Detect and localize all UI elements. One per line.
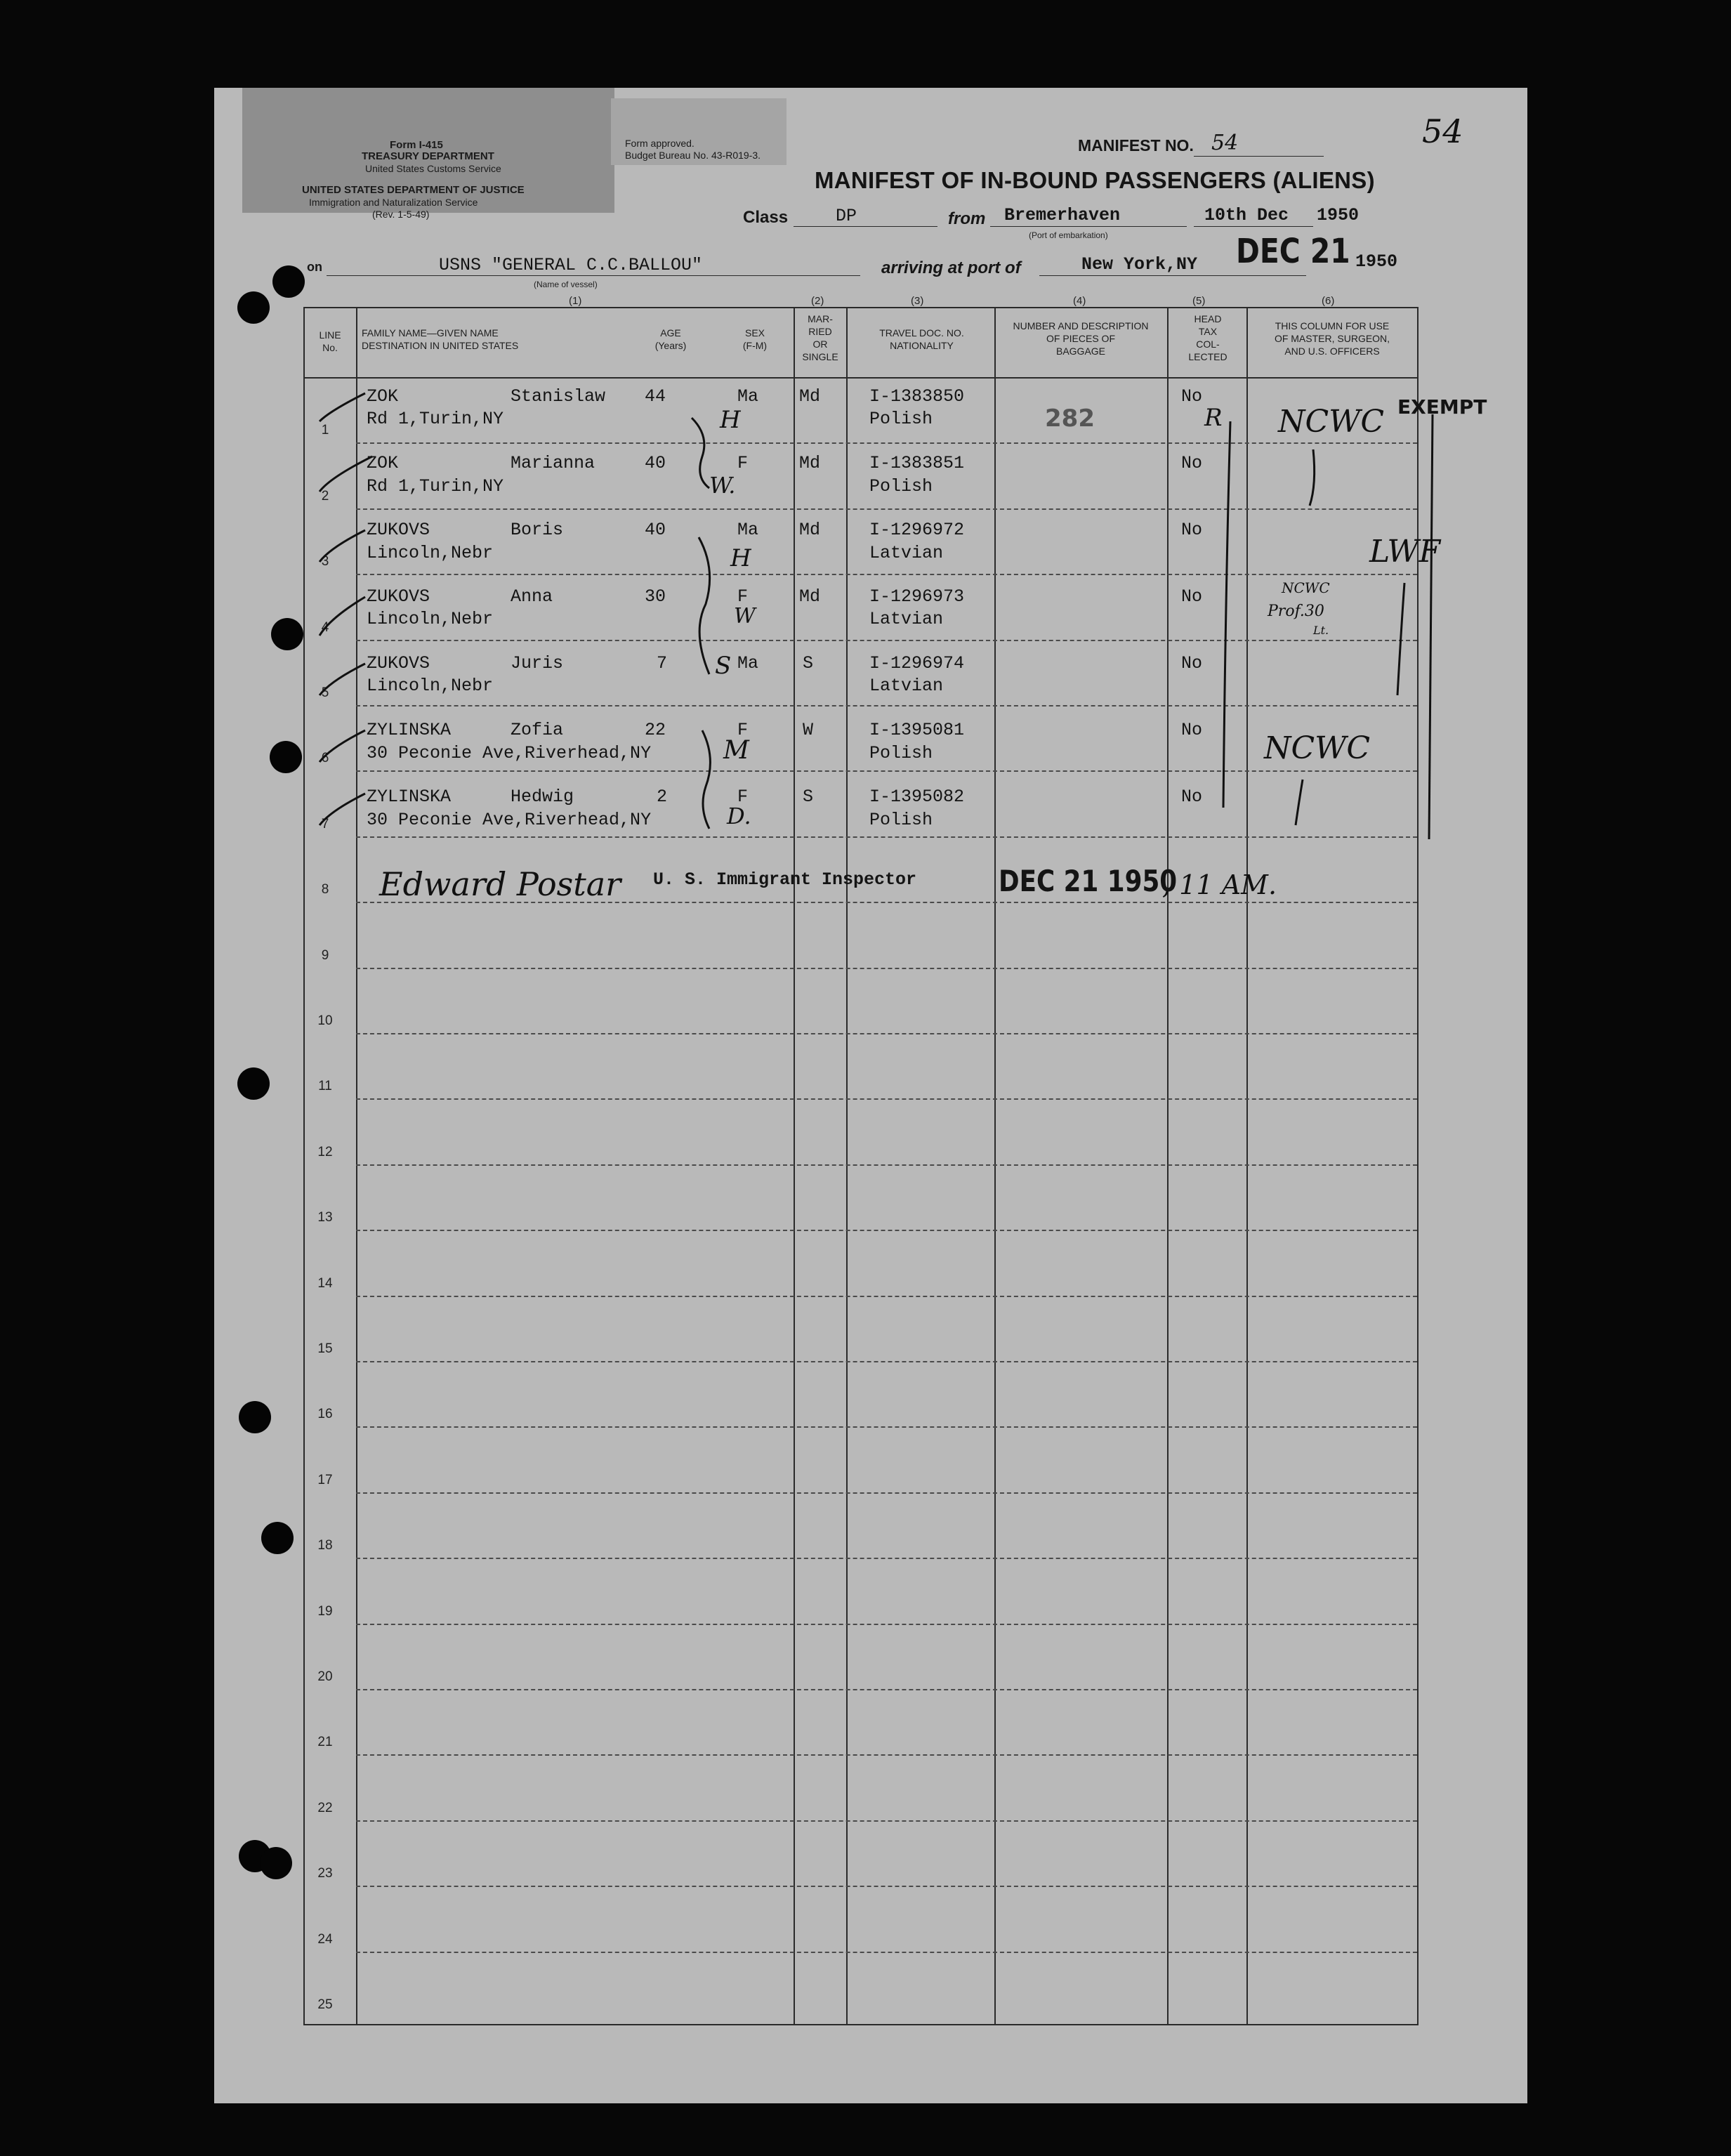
lwf-annotation: LWF	[1369, 534, 1441, 570]
age: 7	[657, 653, 668, 673]
sex: Ma	[737, 653, 759, 673]
ncwc-annotation: NCWC	[1278, 404, 1385, 440]
ditto-line	[1296, 780, 1303, 825]
travel-doc-no: I-1296973	[869, 586, 965, 607]
family-name: ZUKOVS	[367, 586, 430, 607]
sex-annotation: D.	[727, 803, 751, 829]
exempt-stamp: EXEMPT	[1397, 395, 1487, 419]
nationality: Latvian	[869, 676, 944, 696]
line-number: 13	[317, 1210, 333, 1225]
marital-status: S	[803, 787, 814, 807]
line-number: 25	[317, 1997, 333, 2012]
line-number: 10	[317, 1013, 333, 1028]
vessel-name: USNS "GENERAL C.C.BALLOU"	[439, 255, 703, 275]
head-tax: No	[1181, 787, 1203, 807]
bracket-zukovs	[699, 537, 710, 674]
ncwc-small-annotation: Lt.	[1313, 624, 1329, 637]
nationality: Polish	[869, 810, 933, 830]
column-number: (6)	[1322, 295, 1335, 307]
marital-status: S	[803, 653, 814, 673]
budget-bureau: Budget Bureau No. 43-R019-3.	[625, 150, 761, 161]
ditto-line	[1310, 449, 1315, 506]
from-label: from	[948, 209, 986, 228]
family-name: ZOK	[367, 453, 399, 473]
head-tax: No	[1181, 520, 1203, 540]
port-of-embarkation: Bremerhaven	[1004, 205, 1121, 225]
line-number: 4	[321, 620, 329, 635]
line-number: 8	[321, 882, 329, 897]
age: 30	[645, 586, 666, 607]
destination: 30 Peconie Ave,Riverhead,NY	[367, 743, 652, 763]
given-name: Hedwig	[511, 787, 574, 807]
line-number: 17	[317, 1473, 333, 1487]
marital-status: Md	[799, 520, 821, 540]
line-number: 15	[317, 1341, 333, 1356]
manifest-no-value: 54	[1211, 131, 1239, 155]
age: 2	[657, 787, 668, 807]
nationality: Polish	[869, 409, 933, 429]
age: 22	[645, 720, 666, 740]
sex: F	[737, 720, 749, 740]
head-tax: No	[1181, 386, 1203, 407]
destination: Lincoln,Nebr	[367, 543, 494, 563]
line-number: 21	[317, 1735, 333, 1749]
line-number: 7	[321, 817, 329, 831]
header-married: MAR- RIED OR SINGLE	[802, 313, 838, 362]
header-name: FAMILY NAME—GIVEN NAME DESTINATION IN UNITED STATES	[362, 327, 519, 351]
departure-date: 10th Dec	[1204, 205, 1289, 225]
given-name: Anna	[511, 586, 553, 607]
justice-dept: UNITED STATES DEPARTMENT OF JUSTICE	[302, 184, 525, 196]
header-line-no: LINE No.	[319, 329, 341, 353]
sex: F	[737, 586, 749, 607]
ncwc-small-annotation: NCWC	[1282, 579, 1330, 596]
sex-annotation: W	[734, 604, 756, 629]
inspector-signature: Edward Postar	[379, 865, 621, 903]
destination: Rd 1,Turin,NY	[367, 409, 504, 429]
bracket-zylinska	[702, 730, 710, 829]
sex-annotation: M	[723, 736, 749, 765]
line-number: 19	[317, 1604, 333, 1619]
destination: Lincoln,Nebr	[367, 609, 494, 629]
line-number: 1	[321, 423, 329, 438]
page-number: 54	[1422, 112, 1463, 150]
header-sex: SEX (F-M)	[742, 327, 768, 351]
line-number: 22	[317, 1801, 333, 1815]
travel-doc-no: I-1296972	[869, 520, 965, 540]
ncwc-small-annotation: Prof.30	[1268, 603, 1324, 620]
check-mark	[320, 530, 365, 562]
sex-annotation: W.	[709, 472, 736, 499]
given-name: Boris	[511, 520, 564, 540]
destination: 30 Peconie Ave,Riverhead,NY	[367, 810, 652, 830]
check-mark	[320, 393, 365, 421]
line-number: 3	[321, 554, 329, 569]
inspection-time: , 11 AM.	[1162, 869, 1277, 900]
manifest-title: MANIFEST OF IN-BOUND PASSENGERS (ALIENS)	[815, 167, 1375, 193]
sex: Ma	[737, 520, 759, 540]
class-label: Class	[743, 208, 789, 227]
family-name: ZUKOVS	[367, 653, 430, 673]
line-number: 18	[317, 1538, 333, 1553]
line-number: 5	[321, 685, 329, 700]
head-tax: No	[1181, 653, 1203, 673]
family-name: ZYLINSKA	[367, 720, 452, 740]
arrival-date-stamp: DEC 21	[1236, 232, 1350, 271]
check-mark	[320, 664, 365, 695]
column-number: (4)	[1073, 295, 1086, 307]
departure-year: 1950	[1317, 205, 1360, 225]
head-tax: No	[1181, 720, 1203, 740]
line-number: 24	[317, 1932, 333, 1947]
column-number: (1)	[569, 295, 582, 307]
age: 40	[645, 453, 666, 473]
check-mark	[320, 456, 372, 492]
sex: Ma	[737, 386, 759, 407]
line-number: 6	[321, 751, 329, 765]
marital-status: Md	[799, 586, 821, 607]
sex: F	[737, 453, 749, 473]
line-number: 14	[317, 1276, 333, 1291]
given-name: Zofia	[511, 720, 564, 740]
travel-doc-no: I-1383850	[869, 386, 965, 407]
given-name: Marianna	[511, 453, 595, 473]
sex: F	[737, 787, 749, 807]
travel-doc-no: I-1383851	[869, 453, 965, 473]
header-travel-doc: TRAVEL DOC. NO. NATIONALITY	[879, 327, 964, 351]
age: 40	[645, 520, 666, 540]
family-name: ZOK	[367, 386, 399, 407]
header-age: AGE (Years)	[654, 327, 687, 351]
marital-status: W	[803, 720, 814, 740]
head-tax: No	[1181, 453, 1203, 473]
line-number: 11	[318, 1079, 332, 1093]
class-value: DP	[836, 206, 857, 226]
ins-service: Immigration and Naturalization Service	[309, 197, 478, 208]
nationality: Polish	[869, 743, 933, 763]
sex-annotation: S	[715, 652, 732, 680]
inspector-title: U. S. Immigrant Inspector	[653, 869, 917, 890]
check-mark	[320, 597, 365, 636]
age: 44	[645, 386, 666, 407]
r-annotation: R	[1204, 404, 1223, 432]
header-head-tax: HEAD TAX COL- LECTED	[1188, 313, 1228, 362]
check-mark	[320, 794, 365, 825]
sex-annotation: H	[730, 544, 751, 572]
vessel-note: (Name of vessel)	[534, 280, 598, 289]
line-number: 16	[317, 1407, 333, 1421]
ncwc-annotation: NCWC	[1264, 730, 1371, 766]
customs-service: United States Customs Service	[365, 163, 501, 174]
family-name: ZYLINSKA	[367, 787, 452, 807]
inspection-date-stamp: DEC 21 1950	[999, 864, 1178, 898]
check-mark	[320, 730, 365, 762]
line-number: 23	[317, 1866, 333, 1881]
column-number: (3)	[911, 295, 924, 307]
form-id: Form I-415	[390, 139, 443, 151]
tax-vertical-line	[1223, 421, 1230, 808]
manifest-no-label: MANIFEST NO.	[1078, 136, 1194, 155]
header-baggage: NUMBER AND DESCRIPTION OF PIECES OF BAGGAGE	[1013, 320, 1149, 357]
form-revision: (Rev. 1-5-49)	[372, 209, 430, 220]
treasury-dept: TREASURY DEPARTMENT	[362, 150, 494, 162]
given-name: Juris	[511, 653, 564, 673]
line-number: 20	[317, 1669, 333, 1684]
line-number: 9	[321, 948, 329, 963]
baggage-count: 282	[1045, 405, 1095, 433]
line-number: 12	[317, 1145, 333, 1159]
destination: Rd 1,Turin,NY	[367, 476, 504, 497]
travel-doc-no: I-1395081	[869, 720, 965, 740]
travel-doc-no: I-1395082	[869, 787, 965, 807]
column-number: (2)	[811, 295, 824, 307]
family-name: ZUKOVS	[367, 520, 430, 540]
nationality: Latvian	[869, 543, 944, 563]
marital-status: Md	[799, 386, 821, 407]
nationality: Polish	[869, 476, 933, 497]
on-label: on	[307, 260, 322, 274]
arrival-port: New York,NY	[1081, 254, 1198, 275]
arrival-year: 1950	[1355, 251, 1398, 272]
travel-doc-no: I-1296974	[869, 653, 965, 673]
form-approved: Form approved.	[625, 138, 695, 149]
head-tax: No	[1181, 586, 1203, 607]
sex-annotation: H	[720, 406, 741, 434]
column-number: (5)	[1192, 295, 1206, 307]
arriving-label: arriving at port of	[881, 258, 1021, 277]
destination: Lincoln,Nebr	[367, 676, 494, 696]
marital-status: Md	[799, 453, 821, 473]
given-name: Stanislaw	[511, 386, 606, 407]
line-number: 2	[321, 489, 329, 504]
header-officers: THIS COLUMN FOR USE OF MASTER, SURGEON, AND U.S. OFFICERS	[1274, 320, 1390, 357]
exempt-vertical-line	[1429, 414, 1433, 839]
officer-vertical-line	[1397, 583, 1404, 695]
bracket-zok	[692, 418, 709, 488]
nationality: Latvian	[869, 609, 944, 629]
embarkation-note: (Port of embarkation)	[1029, 230, 1108, 240]
